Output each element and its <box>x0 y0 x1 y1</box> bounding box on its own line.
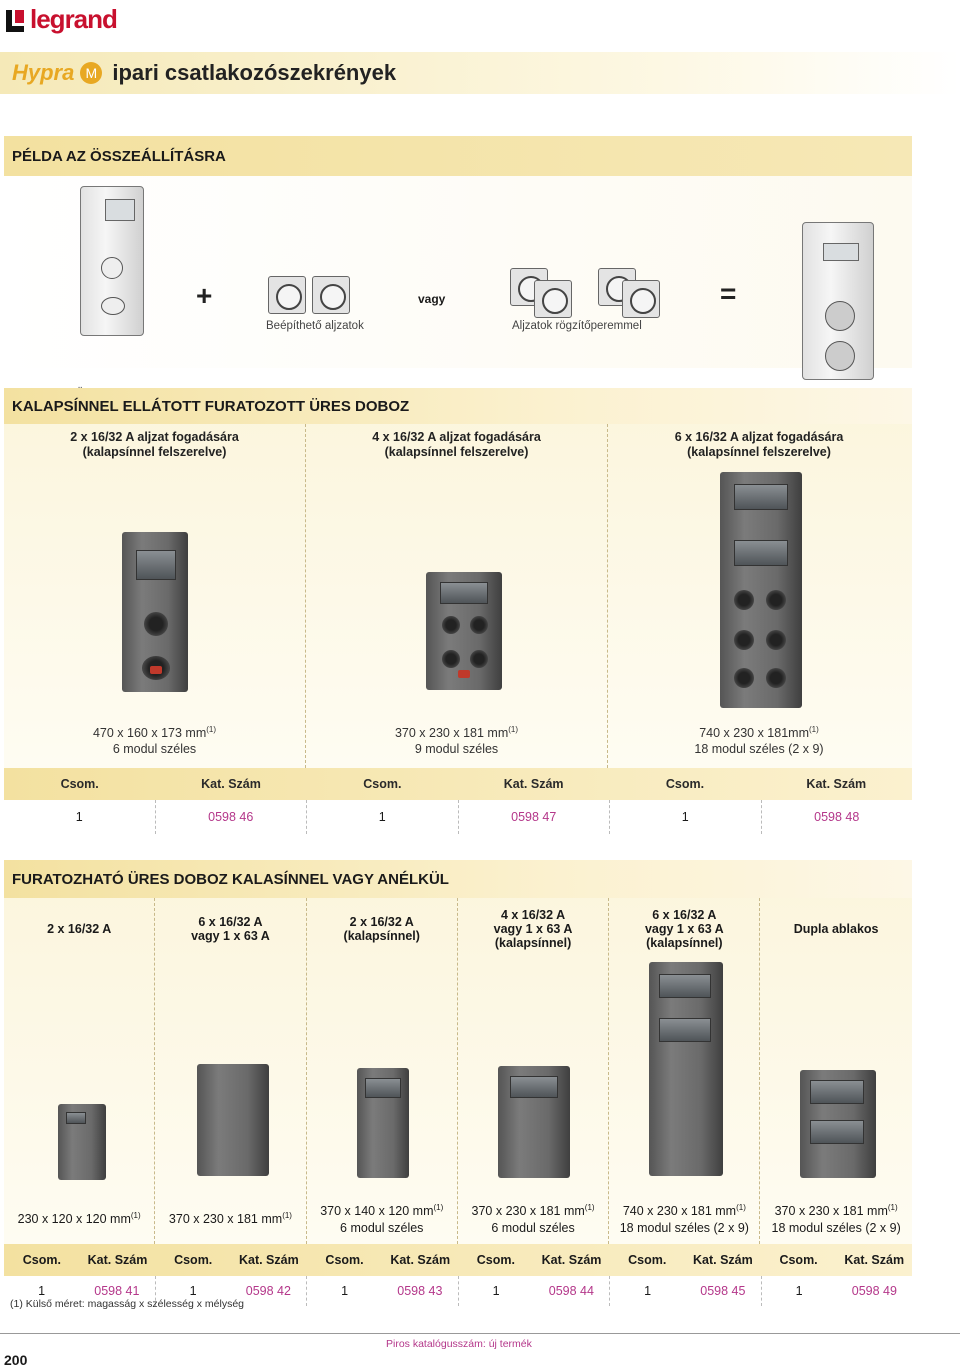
module-width: 6 modul széles <box>491 1220 575 1235</box>
product-header-line: 2 x 16/32 A <box>349 915 414 929</box>
page-number: 200 <box>4 1352 28 1368</box>
plus-sign: + <box>196 280 213 311</box>
product-header-line: vagy 1 x 63 A <box>644 922 724 936</box>
cat-header: Kat. Szám <box>844 1253 905 1267</box>
product-image <box>4 960 154 1192</box>
hypra-badge-icon: M <box>80 62 102 84</box>
catalog-note: Piros katalógusszám: új termék <box>386 1338 532 1350</box>
cat-header: Kat. Szám <box>238 1253 299 1267</box>
product-column <box>306 424 608 768</box>
product-header-line: (kalapsínnel) <box>494 936 572 950</box>
product-header-line: (kalapsínnel felszerelve) <box>82 445 227 459</box>
catalog-number: 0598 46 <box>156 800 308 834</box>
qty-header: Csom. <box>476 1253 515 1267</box>
dimension-text: 740 x 230 x 181mm <box>699 726 809 741</box>
dimension-text: 470 x 160 x 173 mm <box>92 726 207 741</box>
example-body <box>4 176 912 368</box>
flush-sockets-caption: Beépíthető aljzatok <box>266 320 364 332</box>
footnote-ref: (1) <box>809 725 819 734</box>
cat-header: Kat. Szám <box>201 777 261 791</box>
drillable-heading: FURATOZHATÓ ÜRES DOBOZ KALASÍNNEL VAGY ANÉLKÜL <box>4 860 912 898</box>
flush-socket-icon <box>312 276 350 314</box>
cat-header: Kat. Szám <box>541 1253 602 1267</box>
catalog-number: 0598 47 <box>459 800 611 834</box>
cat-header: Kat. Szám <box>390 1253 451 1267</box>
cat-header: Kat. Szám <box>503 777 564 791</box>
product-header-line: 2 x 16/32 A <box>47 922 112 936</box>
flange-socket-icon <box>534 280 572 318</box>
product-dimensions <box>458 1192 608 1244</box>
catalog-number: 0598 48 <box>814 810 860 824</box>
product-dimensions <box>760 1192 911 1244</box>
qty-value: 1 <box>38 1284 46 1298</box>
product-dimensions <box>4 718 305 768</box>
din-rail-grid <box>4 424 912 768</box>
cat-header: Kat. Szám <box>806 777 867 791</box>
dimension-text: 370 x 230 x 181 mm <box>471 1204 585 1219</box>
order-data-row <box>4 800 912 834</box>
footnote-ref: (1) <box>887 1203 898 1213</box>
product-header-line: 4 x 16/32 A <box>500 908 566 922</box>
flush-socket-icon <box>268 276 306 314</box>
dimension-text: 740 x 230 x 181 mm <box>622 1204 737 1219</box>
footnote-ref: (1) <box>508 725 519 734</box>
product-header <box>155 898 305 960</box>
qty-header: Csom. <box>363 777 402 791</box>
equals-sign: = <box>720 278 737 309</box>
qty-header: Csom. <box>60 777 99 791</box>
product-column <box>609 898 760 1244</box>
qty-value: 1 <box>307 800 459 834</box>
dimension-text: 370 x 230 x 181 mm <box>774 1204 888 1219</box>
order-header-row <box>4 768 912 800</box>
product-dimensions <box>307 1192 457 1244</box>
footnote: (1) Külső méret: magasság x szélesség x mélység <box>10 1298 245 1310</box>
dimension-text: 230 x 120 x 120 mm <box>17 1212 131 1227</box>
qty-header: Csom. <box>628 1253 667 1267</box>
product-image <box>307 960 457 1192</box>
product-image <box>458 960 608 1192</box>
module-width: 18 modul széles (2 x 9) <box>619 1220 749 1235</box>
product-image <box>306 472 607 718</box>
product-header <box>458 898 608 960</box>
order-header-row <box>4 1244 912 1276</box>
product-header-line: vagy 1 x 63 A <box>191 929 270 943</box>
product-header-line: vagy 1 x 63 A <box>493 922 573 936</box>
qty-value: 1 <box>610 800 762 834</box>
dimension-text: 370 x 230 x 181 mm <box>394 726 509 741</box>
product-header-line: 6 x 16/32 A <box>652 908 717 922</box>
product-column <box>4 424 306 768</box>
module-width: 18 modul széles (2 x 9) <box>694 742 824 757</box>
qty-value: 1 <box>492 1284 500 1298</box>
catalog-number: 0598 43 <box>382 1276 458 1306</box>
product-dimensions <box>609 1192 759 1244</box>
qty-header: Csom. <box>174 1253 213 1267</box>
dimension-text: 370 x 140 x 120 mm <box>320 1204 434 1219</box>
module-width: 6 modul széles <box>340 1220 424 1235</box>
assembled-box-illustration <box>802 222 874 380</box>
product-column <box>458 898 609 1244</box>
footnote-ref: (1) <box>736 1203 746 1213</box>
product-image <box>155 960 305 1192</box>
footnote-ref: (1) <box>130 1211 141 1221</box>
product-image <box>609 960 759 1192</box>
product-header-line: (kalapsínnel felszerelve) <box>687 445 831 459</box>
cat-header: Kat. Szám <box>87 1253 148 1267</box>
catalog-number: 0598 49 <box>851 1284 897 1298</box>
catalog-number: 0598 45 <box>685 1276 761 1306</box>
product-header-line: (kalapsínnel felszerelve) <box>384 445 529 459</box>
example-section <box>4 136 912 368</box>
product-header <box>4 424 305 472</box>
footnote-ref: (1) <box>584 1203 595 1213</box>
product-column <box>760 898 911 1244</box>
legrand-wordmark: legrand <box>30 4 117 34</box>
module-width: 9 modul széles <box>414 742 499 757</box>
catalog-number: 0598 42 <box>231 1276 307 1306</box>
qty-value: 1 <box>189 1284 197 1298</box>
product-dimensions <box>155 1192 305 1244</box>
footnote-ref: (1) <box>206 725 217 734</box>
qty-value: 1 <box>644 1284 652 1298</box>
example-heading: PÉLDA AZ ÖSSZEÁLLÍTÁSRA <box>4 136 912 176</box>
qty-header: Csom. <box>325 1253 364 1267</box>
module-width: 6 modul széles <box>112 742 197 757</box>
product-header <box>307 898 457 960</box>
page-divider <box>0 1333 960 1334</box>
qty-value: 1 <box>795 1284 803 1298</box>
qty-value: 1 <box>4 800 156 834</box>
catalog-number: 0598 44 <box>534 1276 610 1306</box>
qty-value: 1 <box>341 1284 349 1298</box>
title-bar <box>0 52 960 94</box>
page-title: ipari csatlakozószekrények <box>112 60 397 85</box>
drillable-grid <box>4 898 912 1244</box>
cat-header: Kat. Szám <box>693 1253 753 1267</box>
product-header-line: 2 x 16/32 A aljzat fogadására <box>70 430 239 444</box>
legrand-logo <box>6 4 117 35</box>
product-header-line: 6 x 16/32 A <box>198 915 263 929</box>
footnote-ref: (1) <box>282 1211 292 1221</box>
din-rail-box-section <box>4 388 912 824</box>
product-column <box>4 898 155 1244</box>
hypra-wordmark: Hypra <box>12 60 75 85</box>
product-image <box>4 472 305 718</box>
product-dimensions <box>306 718 607 768</box>
empty-box-illustration <box>80 186 144 336</box>
product-header-line: 6 x 16/32 A aljzat fogadására <box>674 430 844 444</box>
product-header-line: 4 x 16/32 A aljzat fogadására <box>372 430 541 444</box>
legrand-logo-icon <box>6 8 26 32</box>
qty-header: Csom. <box>22 1253 61 1267</box>
product-header <box>306 424 607 472</box>
product-image <box>760 960 911 1192</box>
product-column <box>307 898 458 1244</box>
product-image <box>608 472 910 718</box>
flange-sockets-caption: Aljzatok rögzítőperemmel <box>512 320 642 332</box>
module-width: 18 modul széles (2 x 9) <box>771 1220 901 1235</box>
drillable-box-section <box>4 860 912 1298</box>
product-header <box>609 898 759 960</box>
din-rail-heading: KALAPSÍNNEL ELLÁTOTT FURATOZOTT ÜRES DOBOZ <box>4 388 912 424</box>
product-header-line: Dupla ablakos <box>793 922 879 936</box>
catalog-number: 0598 41 <box>79 1276 155 1306</box>
product-header-line: (kalapsínnel) <box>343 929 420 943</box>
footnote-ref: (1) <box>433 1203 444 1213</box>
product-header <box>608 424 910 472</box>
dimension-text: 370 x 230 x 181 mm <box>168 1212 283 1227</box>
product-header-line: (kalapsínnel) <box>646 936 723 950</box>
or-label: vagy <box>418 292 446 306</box>
product-dimensions <box>4 1192 154 1244</box>
qty-header: Csom. <box>779 1253 818 1267</box>
flange-socket-icon <box>622 280 660 318</box>
product-column <box>608 424 910 768</box>
product-column <box>155 898 306 1244</box>
qty-header: Csom. <box>665 777 705 791</box>
product-header <box>4 898 154 960</box>
product-header <box>760 898 911 960</box>
product-dimensions <box>608 718 910 768</box>
